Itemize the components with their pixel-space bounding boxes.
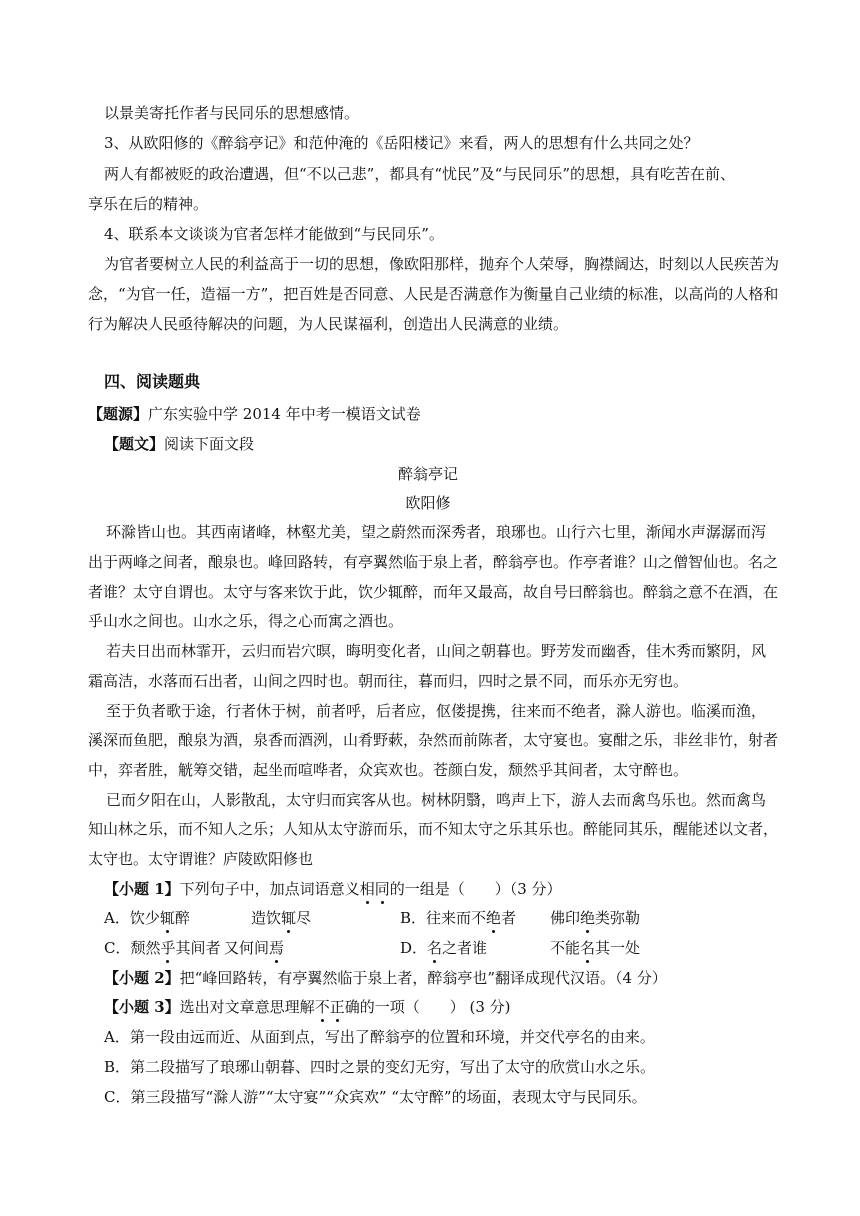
answer-4-line-1: 为官者要树立人民的利益高于一切的思想，像欧阳那样，抛弃个人荣辱，胸襟阔达，时刻以人民疾苦为: [104, 255, 780, 273]
emphasis-char: 绝: [486, 909, 502, 927]
option-c: [104, 939, 221, 957]
option-c-text: C．颓然: [104, 939, 161, 957]
option-a2-text-end: 尽: [296, 909, 312, 927]
option-b2-text: 佛印: [550, 909, 581, 927]
para1-line-3: 者谁？太守自谓也。太守与客来饮于此，饮少辄醉，而年又最高，故自号曰醉翁也。醉翁之意不在酒，在: [88, 583, 779, 601]
option-c2-text: 又何间: [224, 939, 270, 957]
para3-line-3: 中，弈者胜，觥筹交错，起坐而喧哗者，众宾欢也。苍颜白发，颓然乎其间者，太守醉也。: [88, 761, 689, 779]
emphasis-char: 名: [580, 939, 596, 957]
section-heading: 四、阅读题典: [104, 372, 201, 391]
option-d2-text: 不能: [550, 939, 581, 957]
text-tag: 【题文】: [104, 435, 165, 453]
sub-question-2-tag: 【小题 2】: [104, 969, 180, 987]
answer-4-line-3: 行为解决人民亟待解决的问题，为人民谋福利，创造出人民满意的业绩。: [88, 315, 569, 333]
question-4: 4、联系本文谈谈为官者怎样才能做到“与民同乐”。: [104, 225, 444, 243]
sub-question-1: [104, 880, 804, 898]
para1-line-1: 环滁皆山也。其西南诸峰，林壑尤美，望之蔚然而深秀者，琅琊也。山行六七里，渐闻水声潺潺而泻: [106, 523, 767, 541]
essay-author: 欧阳修: [405, 494, 451, 512]
emphasis-char: 辄: [281, 909, 297, 927]
sub-question-1-tag: 【小题 1】: [104, 880, 180, 898]
option-d: [400, 939, 487, 957]
sub-question-2-text: 把“峰回路转，有亭翼然临于泉上者，醉翁亭也”翻译成现代汉语。（4 分）: [179, 969, 667, 987]
sub-question-3-text-a: 选出对文章意思理解: [179, 998, 315, 1016]
emphasis-char: 不: [314, 998, 330, 1016]
option-a-compare: [251, 909, 311, 927]
option-c-text-end: 其间者: [175, 939, 221, 957]
option-a2-text: 造饮: [251, 909, 282, 927]
answer-3-line-2: 享乐在后的精神。: [88, 195, 209, 213]
option-d-compare: [550, 939, 640, 957]
sub-question-3: [104, 998, 804, 1016]
sub-question-3-option-c: C．第三段描写“滁人游”“太守宴”“众宾欢” “太守醉”的场面，表现太守与民同乐。: [104, 1088, 647, 1106]
option-d-text: D．: [400, 939, 428, 957]
option-b-text-end: 者: [501, 909, 517, 927]
source-tag: 【题源】: [88, 405, 149, 423]
sub-question-1-text-a: 下列句子中，加点词语意义: [179, 880, 360, 898]
para1-line-2: 出于两峰之间者，酿泉也。峰回路转，有亭翼然临于泉上者，醉翁亭也。作亭者谁？山之僧智仙也。名之: [88, 553, 779, 571]
para1-line-4: 乎山水之间也。山水之乐，得之心而寓之酒也。: [88, 612, 404, 630]
option-b-compare: [550, 909, 640, 927]
sub-question-3-tag: 【小题 3】: [104, 998, 180, 1016]
option-a-text-end: 醉: [174, 909, 190, 927]
emphasis-char: 绝: [580, 909, 596, 927]
emphasis-char: 同: [374, 880, 390, 898]
emphasis-char: 辄: [159, 909, 175, 927]
para4-line-2: 知山林之乐，而不知人之乐；人知从太守游而乐，而不知太守之乐其乐也。醉能同其乐，醒能述以文者，: [88, 820, 779, 838]
emphasis-char: 相: [359, 880, 375, 898]
para4-line-1: 已而夕阳在山，人影散乱，太守归而宾客从也。树林阴翳，鸣声上下，游人去而禽鸟乐也。然而禽鸟: [106, 791, 767, 809]
sub-question-3-text-b: 确的一项（ ） (3 分): [344, 998, 511, 1016]
option-b-text: B．往来而不: [400, 909, 487, 927]
answer-4-line-2: 念，“为官一任，造福一方”，把百姓是否同意、人民是否满意作为衡量自己业绩的标准，以高尚的人格和: [88, 285, 779, 303]
option-b2-text-end: 类弥勒: [595, 909, 641, 927]
para2-line-2: 霜高洁，水落而石出者，山间之四时也。朝而往，暮而归，四时之景不同，而乐亦无穷也。: [88, 672, 689, 690]
emphasis-char: 名: [427, 939, 443, 957]
option-a-text: A．饮少: [104, 909, 160, 927]
option-d-text-end: 之者谁: [442, 939, 488, 957]
sub-question-3-option-a: A．第一段由远而近、从面到点，写出了醉翁亭的位置和环境，并交代亭名的由来。: [104, 1028, 655, 1046]
para3-line-1: 至于负者歌于途，行者休于树，前者呼，后者应，伛偻提携，往来而不绝者，滁人游也。临溪而渔，: [106, 702, 767, 720]
question-3: 3、从欧阳修的《醉翁亭记》和范仲淹的《岳阳楼记》来看，两人的思想有什么共同之处？: [104, 134, 699, 152]
answer-text: 以景美寄托作者与民同乐的思想感情。: [104, 104, 360, 122]
essay-title: 醉翁亭记: [397, 465, 458, 483]
para3-line-2: 溪深而鱼肥，酿泉为酒，泉香而酒洌，山肴野蔌，杂然而前陈者，太守宴也。宴酣之乐，非丝非竹，射者: [88, 731, 779, 749]
emphasis-char: 乎: [160, 939, 176, 957]
para2-line-1: 若夫日出而林霏开，云归而岩穴暝，晦明变化者，山间之朝暮也。野芳发而幽香，佳木秀而繁阴，风: [106, 642, 767, 660]
para4-line-3: 太守也。太守谓谁？庐陵欧阳修也: [88, 850, 314, 868]
text-line: [104, 435, 804, 453]
sub-question-2: [104, 969, 804, 987]
emphasis-char: 焉: [269, 939, 285, 957]
option-b: [400, 909, 516, 927]
emphasis-char: 正: [329, 998, 345, 1016]
sub-question-1-text-b: 的一组是（ ）（3 分）: [389, 880, 562, 898]
option-a: [104, 909, 190, 927]
text-text: 阅读下面文段: [164, 435, 255, 453]
option-d2-text-end: 其一处: [595, 939, 641, 957]
source-text: 广东实验中学 2014 年中考一模语文试卷: [148, 405, 421, 423]
answer-3-line-1: 两人有都被贬的政治遭遇，但“不以己悲”，都具有“忧民”及“与民同乐”的思想，具有吃苦在前、: [104, 165, 736, 183]
option-c-compare: [224, 939, 284, 957]
source-line: [88, 405, 788, 423]
sub-question-3-option-b: B．第二段描写了琅琊山朝暮、四时之景的变幻无穷，写出了太守的欣赏山水之乐。: [104, 1058, 656, 1076]
